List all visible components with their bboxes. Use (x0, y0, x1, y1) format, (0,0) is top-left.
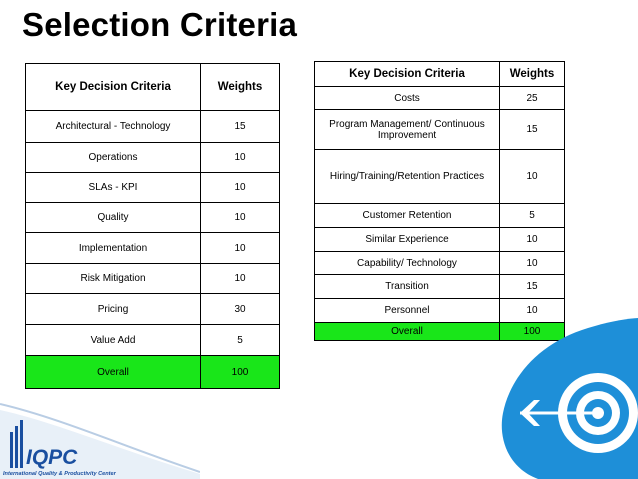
header-weights: Weights (500, 62, 565, 87)
table-row (26, 173, 280, 203)
table-row (26, 203, 280, 233)
table-row (315, 252, 565, 275)
header-criteria: Key Decision Criteria (26, 64, 201, 111)
table-row (315, 275, 565, 299)
weight-cell: 25 (500, 87, 565, 110)
weight-cell: 15 (201, 111, 280, 143)
weight-cell: 10 (201, 143, 280, 173)
overall-row (26, 356, 280, 389)
logo-name: IQPC (26, 446, 78, 469)
table-row (26, 264, 280, 294)
table-row (26, 233, 280, 264)
weight-cell: 10 (500, 299, 565, 323)
criteria-cell: Program Management/ Continuous Improvement (315, 110, 500, 150)
criteria-cell: Similar Experience (315, 228, 500, 252)
weight-cell: 5 (201, 325, 280, 356)
criteria-cell: Architectural - Technology (26, 111, 201, 143)
weight-cell: 10 (201, 264, 280, 294)
table-row (26, 294, 280, 325)
table-row (26, 325, 280, 356)
table-header-row (315, 62, 565, 87)
criteria-cell: SLAs - KPI (26, 173, 201, 203)
weight-cell: 10 (500, 150, 565, 204)
weight-cell: 15 (500, 275, 565, 299)
criteria-cell: Hiring/Training/Retention Practices (315, 150, 500, 204)
header-weights: Weights (201, 64, 280, 111)
table-row (26, 111, 280, 143)
criteria-cell: Capability/ Technology (315, 252, 500, 275)
table-row (315, 150, 565, 204)
criteria-cell: Risk Mitigation (26, 264, 201, 294)
weight-cell: 30 (201, 294, 280, 325)
target-arrow-icon (498, 318, 638, 479)
table-row (315, 110, 565, 150)
criteria-table-right (314, 61, 565, 341)
criteria-cell: Pricing (26, 294, 201, 325)
weight-cell: 10 (201, 203, 280, 233)
weight-cell: 5 (500, 204, 565, 228)
overall-label: Overall (26, 356, 201, 389)
criteria-cell: Personnel (315, 299, 500, 323)
table-row (26, 143, 280, 173)
overall-weight: 100 (201, 356, 280, 389)
criteria-cell: Transition (315, 275, 500, 299)
weight-cell: 10 (500, 252, 565, 275)
overall-label: Overall (315, 323, 500, 341)
header-criteria: Key Decision Criteria (315, 62, 500, 87)
criteria-table-left (25, 63, 280, 389)
criteria-cell: Operations (26, 143, 201, 173)
table-row (315, 204, 565, 228)
weight-cell: 15 (500, 110, 565, 150)
table-row (315, 87, 565, 110)
logo-tagline: International Quality & Productivity Center (3, 471, 116, 477)
criteria-cell: Costs (315, 87, 500, 110)
criteria-cell: Quality (26, 203, 201, 233)
weight-cell: 10 (201, 233, 280, 264)
criteria-cell: Customer Retention (315, 204, 500, 228)
table-header-row (26, 64, 280, 111)
table-row (315, 228, 565, 252)
page-title: Selection Criteria (22, 6, 298, 43)
weight-cell: 10 (201, 173, 280, 203)
overall-weight: 100 (500, 323, 565, 341)
criteria-cell: Value Add (26, 325, 201, 356)
weight-cell: 10 (500, 228, 565, 252)
iqpc-logo-icon (0, 392, 200, 479)
criteria-cell: Implementation (26, 233, 201, 264)
